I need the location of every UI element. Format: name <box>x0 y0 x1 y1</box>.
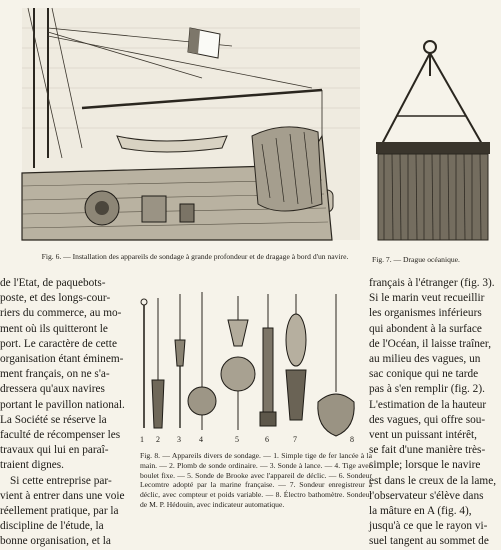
right-line: français à l'étranger (fig. 3). <box>369 277 495 289</box>
sounding-instruments-engraving <box>136 288 368 450</box>
right-line: la mâture en A (fig. 4), <box>369 505 472 518</box>
right-line: est dans le creux de la lame, <box>369 474 497 487</box>
left-line: organisation étant éminem- <box>0 353 124 366</box>
figure-7-caption: Fig. 7. — Drague océanique. <box>372 255 460 264</box>
left-line: vient à entrer dans une voie <box>0 489 125 502</box>
right-line: suel tangent au sommet de <box>369 535 489 548</box>
right-line: sac conique qui ne tarde <box>369 368 479 381</box>
ship-sounding-engraving <box>22 8 360 240</box>
dredge-engraving <box>370 36 498 248</box>
fig8-number-5: 5 <box>235 435 239 444</box>
right-line: simple; lorsque le navire <box>369 459 481 472</box>
right-text-column <box>369 276 501 550</box>
left-line: traient dignes. <box>0 459 64 472</box>
left-line: La Société se réserve la <box>0 413 107 426</box>
right-line: de l'Océan, il laisse traîner, <box>369 337 492 350</box>
right-line: Si le marin veut recueillir <box>369 292 485 305</box>
left-text-column <box>0 276 133 550</box>
fig8-number-2: 2 <box>156 435 160 444</box>
figure-6-caption: Fig. 6. — Installation des appareils de sondage à grande profondeur et de dragage à bord d'un navire. <box>41 252 349 261</box>
left-line: riers du commerce, au mo- <box>0 307 122 320</box>
right-line: jusqu'à ce que le rayon vi- <box>369 520 488 533</box>
left-line: ment français, on ne s'a- <box>0 368 110 381</box>
right-line: les organismes inférieurs <box>369 307 482 320</box>
right-line: au milieu des vagues, un <box>369 353 481 366</box>
fig8-number-6: 6 <box>265 435 269 444</box>
right-line: pas à s'en remplir (fig. 2). <box>369 383 485 396</box>
right-line: l'observateur s'élève dans <box>369 489 484 502</box>
left-line: port. Le caractère de cette <box>0 337 117 350</box>
left-line: dressera qu'aux navires <box>0 383 105 396</box>
left-line: discipline de l'étude, la <box>0 520 104 533</box>
right-line: des vagues, qui offre sou- <box>369 413 486 426</box>
left-line: poste, et des longs-cour- <box>0 292 111 305</box>
left-line: travaux qui lui en paraî- <box>0 444 109 457</box>
left-line: faculté de récompenser les <box>0 429 121 442</box>
left-line: de l'Etat, de paquebots- <box>0 277 106 289</box>
right-line: se fait d'une manière très- <box>369 444 486 457</box>
figure-8-caption: Fig. 8. — Appareils divers de sondage. — 1. Simple tige de fer lancée à la main. — 2. Plomb de sonde ordinaire. — 3. Sonde à lance. — 4. Tige avec boulet fixe. — 5. Sonde de Brooke avec l'appareil de déclic. — 6. Sondeur Lecomtre adopté par la marine française. — 7. Sondeur enregistreur à déclic, avec compteur et poids variable. — 8. Électro bathomètre. Sondeur de M. P. Hédouin, avec indicateur automatique. <box>140 451 372 509</box>
right-line: vent un puissant intérêt, <box>369 429 477 442</box>
left-line: ment où ils quitteront le <box>0 322 108 335</box>
fig8-number-8: 8 <box>350 435 354 444</box>
right-line: qui abondent à la surface <box>369 322 482 335</box>
left-line: bonne organisation, et la <box>0 535 111 548</box>
left-line: réellement pratique, par la <box>0 505 119 518</box>
left-line: portant le pavillon national. <box>0 398 125 411</box>
fig8-number-1: 1 <box>140 435 144 444</box>
fig8-number-4: 4 <box>199 435 203 444</box>
fig8-number-7: 7 <box>293 435 297 444</box>
fig8-number-3: 3 <box>177 435 181 444</box>
left-line: Si cette entreprise par- <box>10 474 112 487</box>
right-line: L'estimation de la hauteur <box>369 398 487 411</box>
